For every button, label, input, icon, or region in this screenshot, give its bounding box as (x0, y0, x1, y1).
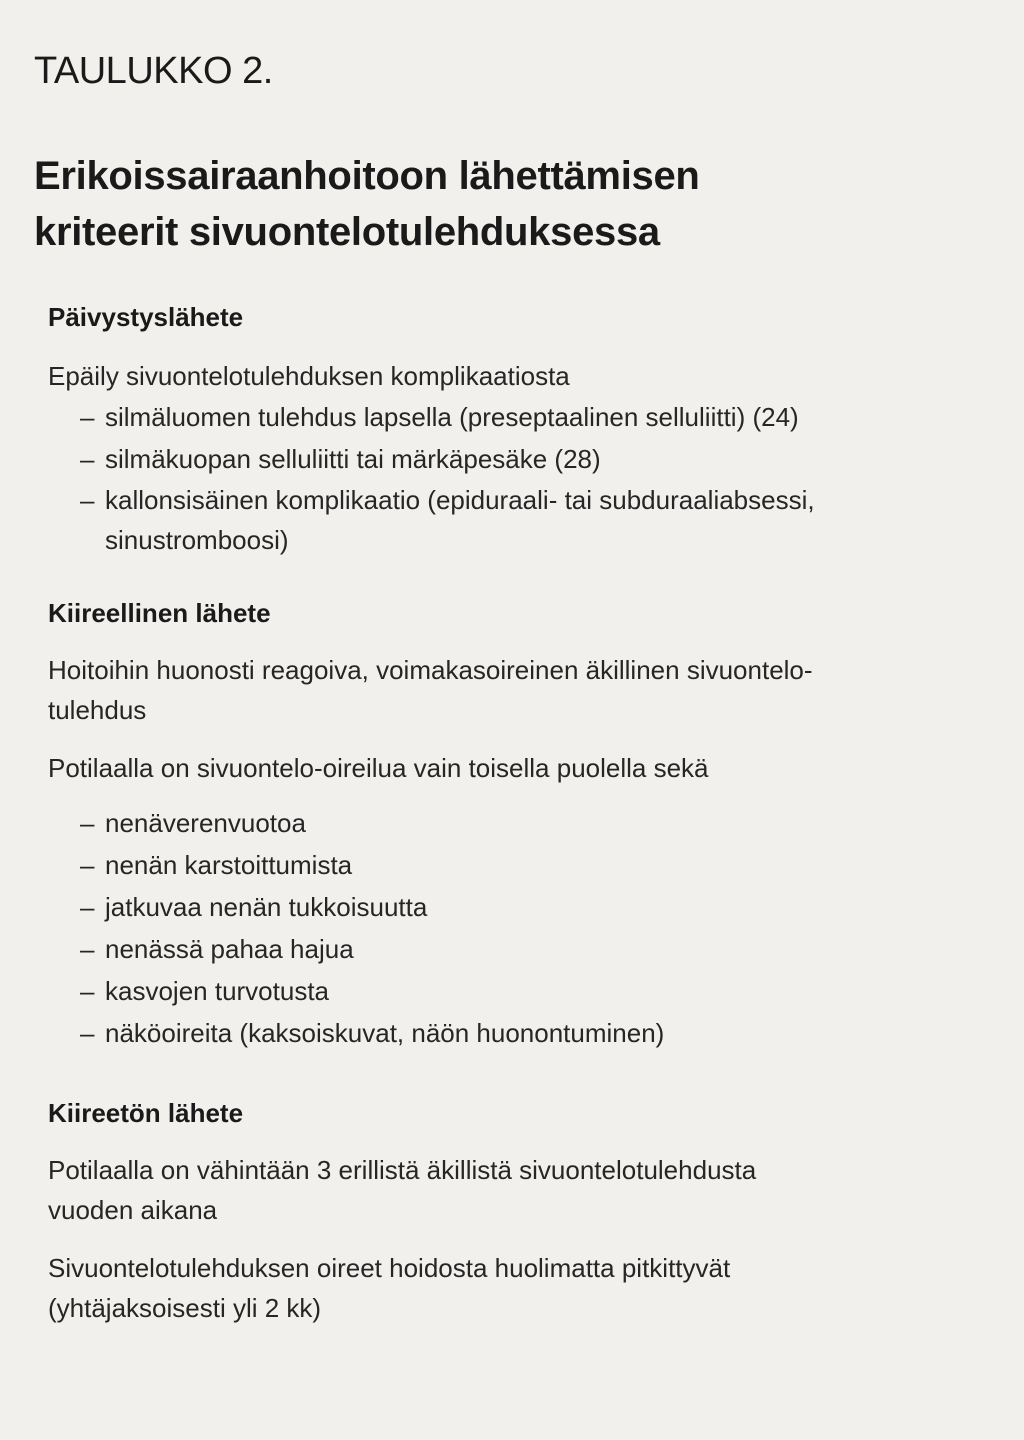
dash-mark: – (80, 934, 95, 964)
section-emergency-referral (48, 300, 978, 560)
paragraph-line: tulehdus (48, 695, 147, 725)
page-title-line-2: kriteerit sivuontelotulehduksessa (34, 210, 660, 254)
dash-mark: – (80, 485, 95, 515)
paragraph-line: Hoitoihin huonosti reagoiva, voimakasoireinen äkillinen sivuontelo- (48, 655, 813, 685)
list-item (48, 970, 978, 1012)
dash-mark: – (80, 892, 95, 922)
list-item-text: nenän karstoittumista (105, 850, 353, 880)
paragraph-line: (yhtäjaksoisesti yli 2 kk) (48, 1293, 322, 1323)
list-item (48, 802, 978, 844)
list-item (48, 1012, 978, 1054)
list-item (48, 480, 985, 560)
paragraph-line: vuoden aikana (48, 1195, 218, 1225)
criteria-list (48, 396, 978, 560)
paragraph-line: Potilaalla on vähintään 3 erillistä äkillistä sivuontelotulehdusta (48, 1155, 757, 1185)
dash-mark: – (80, 402, 95, 432)
list-item (48, 844, 978, 886)
list-item (48, 886, 978, 928)
dash-mark: – (80, 976, 95, 1006)
section-paragraph-1 (48, 650, 978, 730)
list-item-text: nenäverenvuotoa (105, 808, 306, 838)
section-heading: Päivystyslähete (48, 302, 244, 332)
list-item (48, 396, 978, 438)
paragraph-line: Sivuontelotulehduksen oireet hoidosta huolimatta pitkittyvät (48, 1253, 731, 1283)
list-item-text: nenässä pahaa hajua (105, 934, 354, 964)
table-label: TAULUKKO 2. (34, 50, 273, 92)
list-item-text: jatkuvaa nenän tukkoisuutta (105, 892, 428, 922)
page-title (34, 148, 994, 260)
section-non-urgent-referral (48, 1096, 978, 1328)
list-item-text: kallonsisäinen komplikaatio (epiduraali- tai subduraaliabsessi, sinustromboosi) (105, 485, 815, 555)
page-title-line-1: Erikoissairaanhoitoon lähettämisen (34, 154, 700, 198)
section-paragraph-2: Potilaalla on sivuontelo-oireilua vain toisella puolella sekä (48, 753, 709, 783)
list-item-text: silmäluomen tulehdus lapsella (preseptaalinen selluliitti) (24) (105, 402, 799, 432)
list-item-text: kasvojen turvotusta (105, 976, 330, 1006)
list-item-text: näköoireita (kaksoiskuvat, näön huonontuminen) (105, 1018, 665, 1048)
list-item (48, 928, 978, 970)
dash-mark: – (80, 850, 95, 880)
dash-mark: – (80, 444, 95, 474)
list-item-text: silmäkuopan selluliitti tai märkäpesäke (28) (105, 444, 601, 474)
section-heading: Kiireetön lähete (48, 1098, 244, 1128)
section-heading: Kiireellinen lähete (48, 598, 271, 628)
criteria-list (48, 802, 978, 1054)
list-item (48, 438, 978, 480)
section-intro: Epäily sivuontelotulehduksen komplikaatiosta (48, 361, 570, 391)
dash-mark: – (80, 808, 95, 838)
section-urgent-referral (48, 596, 978, 1054)
dash-mark: – (80, 1018, 95, 1048)
section-paragraph-2 (48, 1248, 978, 1328)
section-paragraph-1 (48, 1150, 978, 1230)
